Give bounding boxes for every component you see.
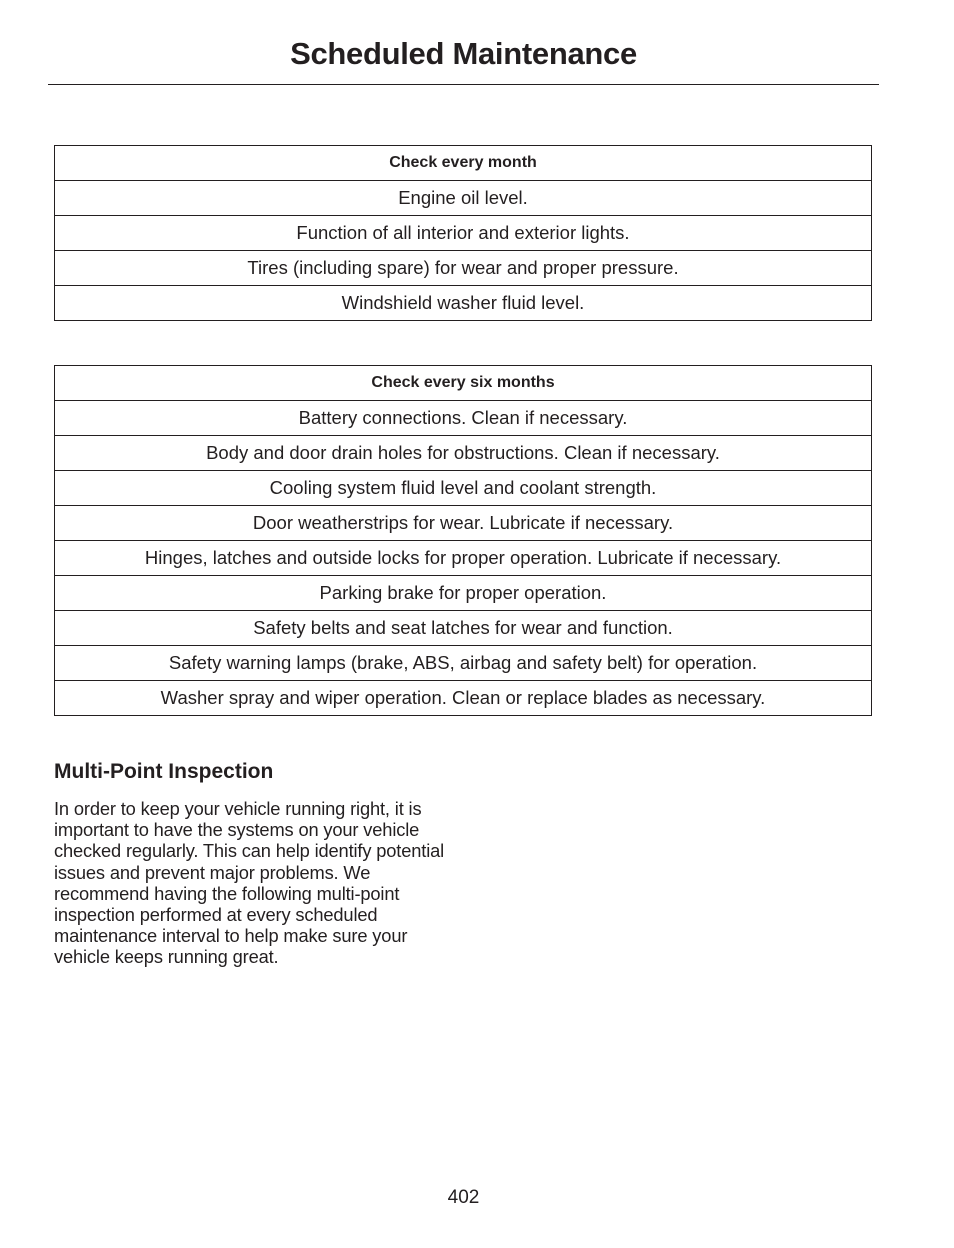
table-cell: Cooling system fluid level and coolant strength. bbox=[55, 471, 872, 506]
table-row bbox=[55, 286, 872, 321]
page-title: Scheduled Maintenance bbox=[290, 36, 637, 71]
table-row bbox=[55, 471, 872, 506]
table-row bbox=[55, 401, 872, 436]
table-row bbox=[55, 541, 872, 576]
table-cell: Windshield washer fluid level. bbox=[55, 286, 872, 321]
table-row bbox=[55, 576, 872, 611]
table-header-row bbox=[55, 366, 872, 401]
table-cell: Battery connections. Clean if necessary. bbox=[55, 401, 872, 436]
table-row bbox=[55, 646, 872, 681]
table-heading: Check every month bbox=[55, 146, 872, 181]
table-cell: Function of all interior and exterior lights. bbox=[55, 216, 872, 251]
table-cell: Safety warning lamps (brake, ABS, airbag and safety belt) for operation. bbox=[55, 646, 872, 681]
table-row bbox=[55, 251, 872, 286]
table-row bbox=[55, 181, 872, 216]
section-body-text: In order to keep your vehicle running right, it is important to have the systems on your vehicle checked regularly. This can help identify potential issues and prevent major problems. We recommend having the following multi-point inspection performed at every scheduled maintenance interval to help make sure your vehicle keeps running great. bbox=[54, 798, 445, 968]
table-heading: Check every six months bbox=[55, 366, 872, 401]
page-number: 402 bbox=[447, 1187, 480, 1208]
title-divider bbox=[48, 84, 879, 85]
table-row bbox=[55, 681, 872, 716]
table-row bbox=[55, 506, 872, 541]
table-cell: Hinges, latches and outside locks for proper operation. Lubricate if necessary. bbox=[55, 541, 872, 576]
table-cell: Door weatherstrips for wear. Lubricate if necessary. bbox=[55, 506, 872, 541]
table-cell: Body and door drain holes for obstructions. Clean if necessary. bbox=[55, 436, 872, 471]
table-header-row bbox=[55, 146, 872, 181]
table-row bbox=[55, 216, 872, 251]
table-row bbox=[55, 436, 872, 471]
table-cell: Washer spray and wiper operation. Clean or replace blades as necessary. bbox=[55, 681, 872, 716]
section-heading: Multi-Point Inspection bbox=[54, 760, 274, 783]
table-cell: Parking brake for proper operation. bbox=[55, 576, 872, 611]
monthly-check-table bbox=[54, 145, 872, 321]
table-cell: Tires (including spare) for wear and proper pressure. bbox=[55, 251, 872, 286]
table-cell: Safety belts and seat latches for wear and function. bbox=[55, 611, 872, 646]
table-row bbox=[55, 611, 872, 646]
table-cell: Engine oil level. bbox=[55, 181, 872, 216]
six-month-check-table bbox=[54, 365, 872, 716]
